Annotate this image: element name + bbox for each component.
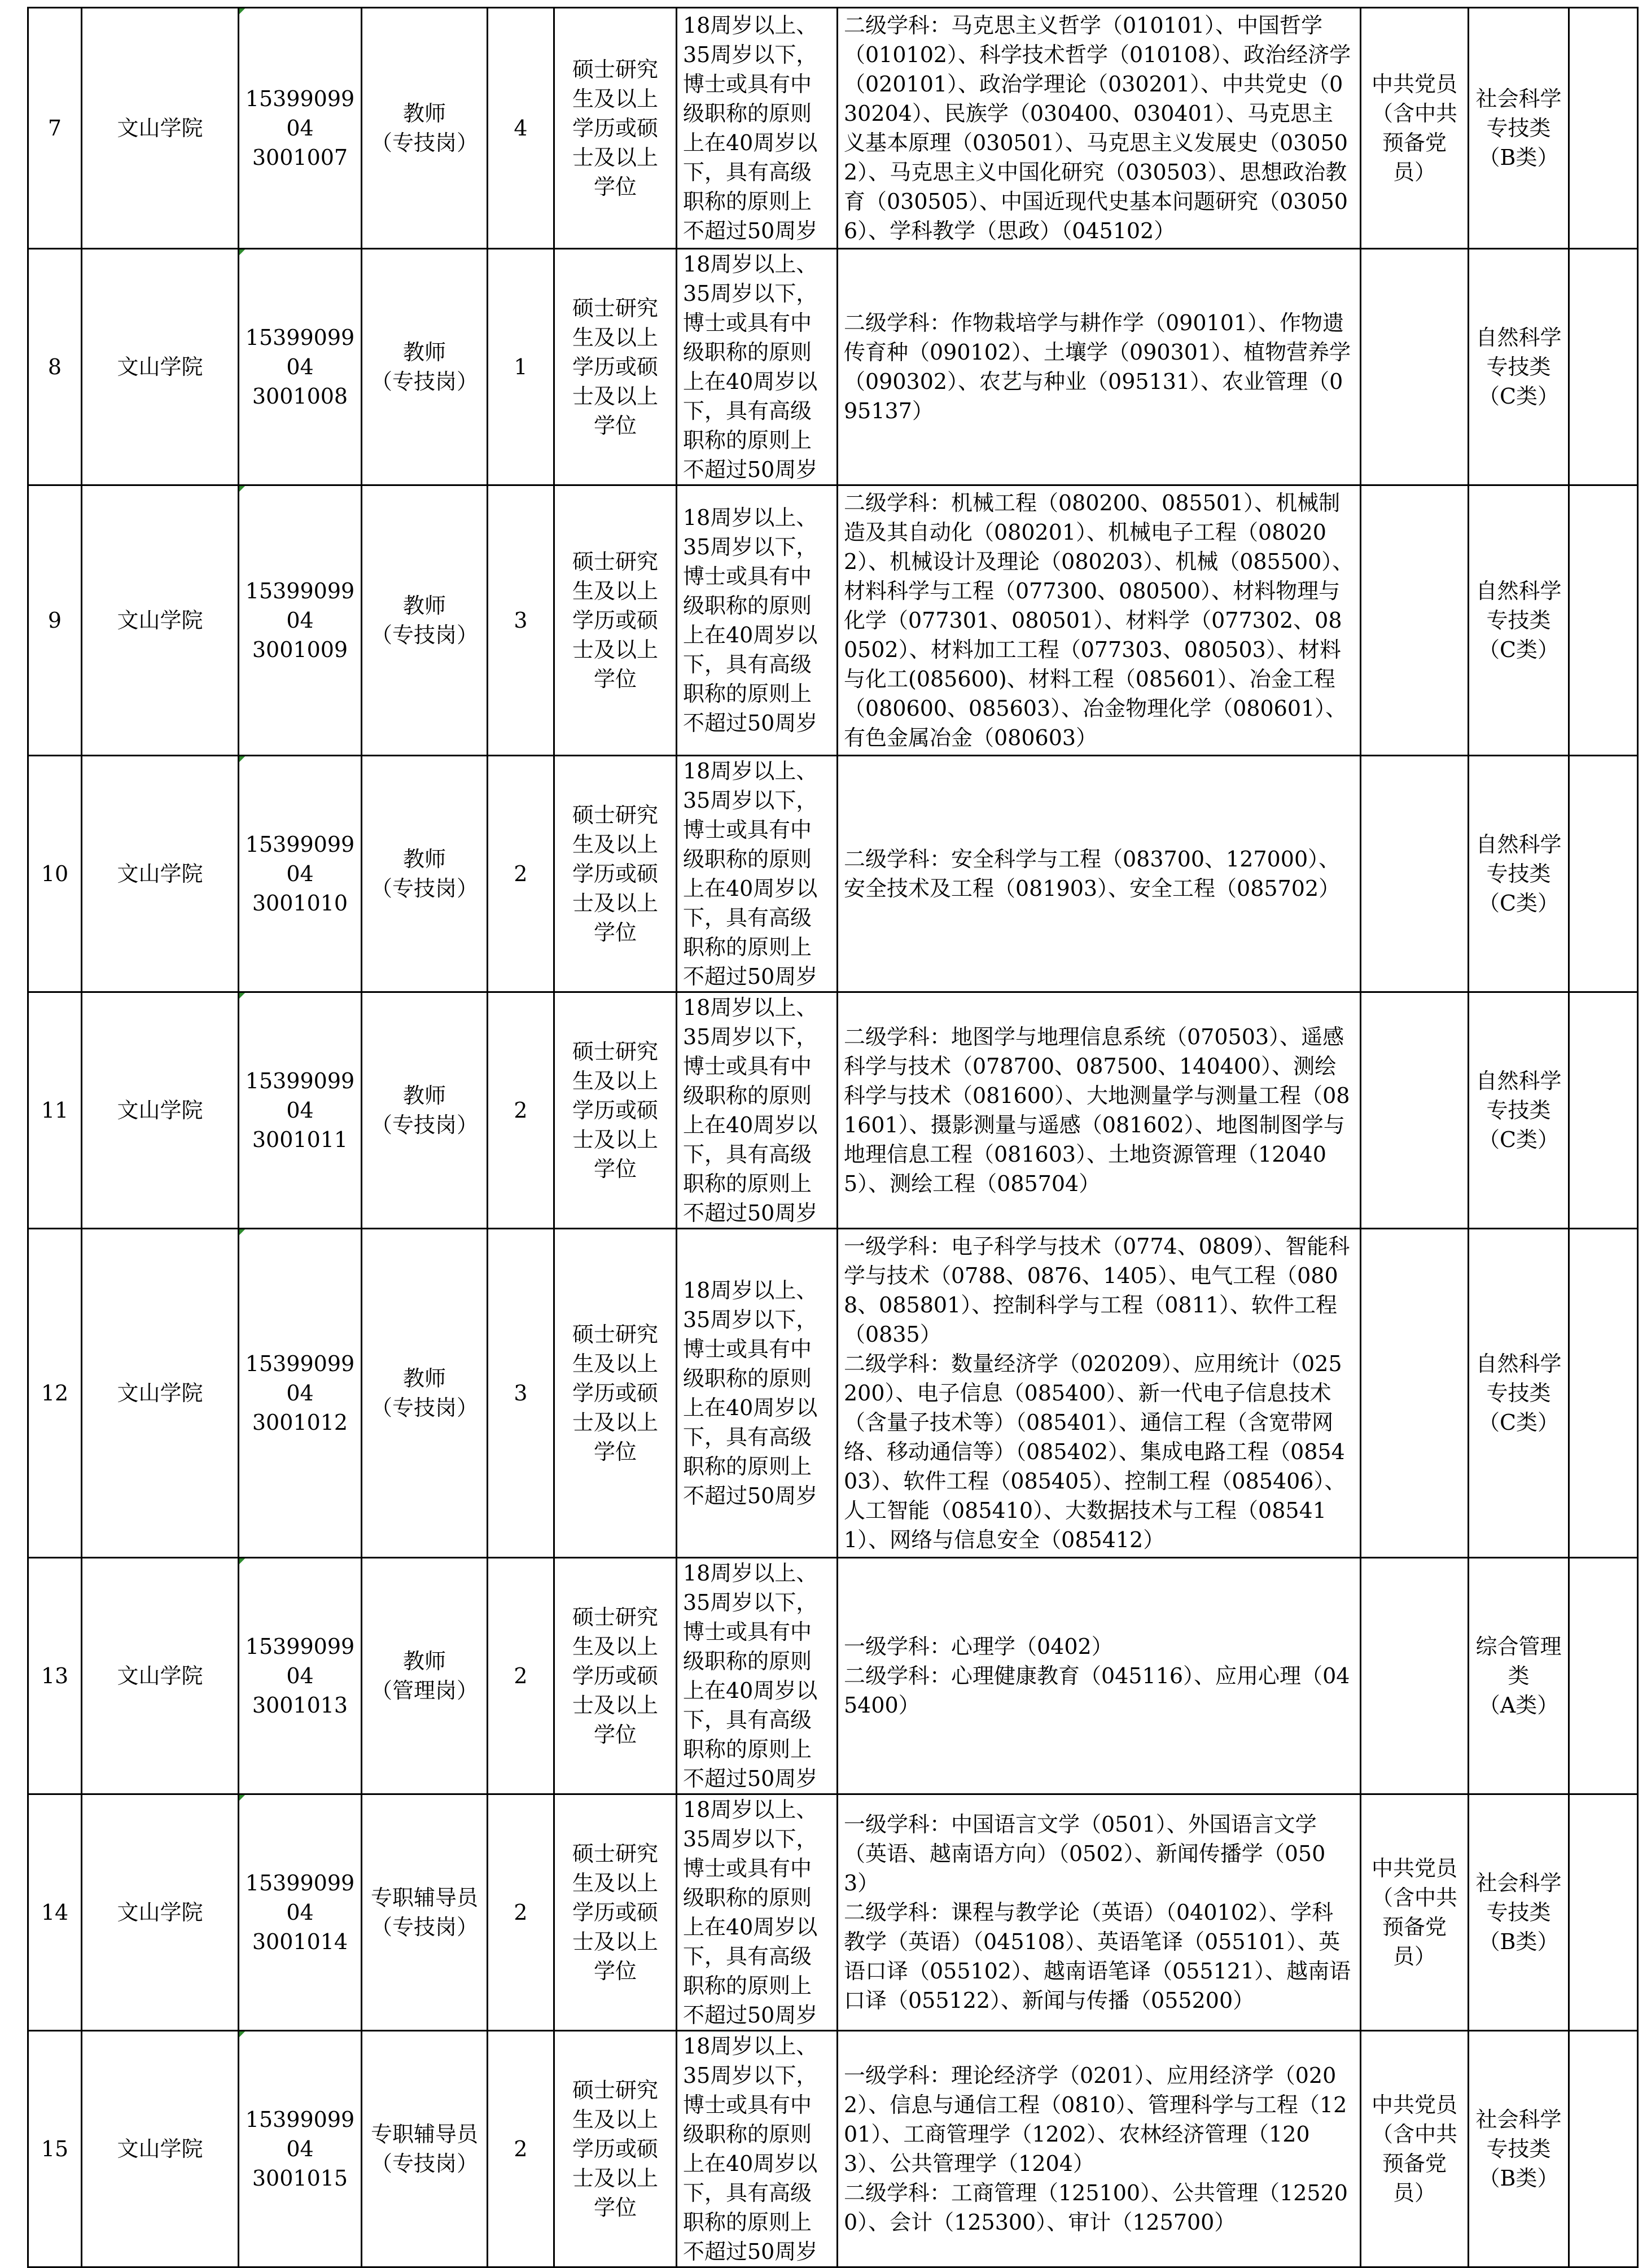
headcount-text: 4 bbox=[514, 116, 528, 141]
unit-cell bbox=[82, 1558, 239, 1794]
position-code-cell bbox=[239, 756, 362, 992]
position-code-text: 1539909904 3001012 bbox=[245, 1351, 355, 1435]
major-requirement-text: 二级学科：安全科学与工程（083700、127000）、安全技术及工程（081903）、安全工程（085702） bbox=[844, 847, 1341, 901]
table-row bbox=[28, 756, 1638, 992]
exam-category-cell bbox=[1469, 2031, 1569, 2267]
age-requirement-text: 18周岁以上、 35周岁以下， 博士或具有中 级职称的原则 上在40周岁以 下，具有高级 职称的原则上 不超过50周岁 bbox=[683, 759, 818, 989]
post-name-text: 教师 （专技岗） bbox=[370, 1366, 478, 1420]
education-text: 硕士研究 生及以上 学历或硕 士及以上 学位 bbox=[572, 1322, 658, 1464]
unit-cell bbox=[82, 1229, 239, 1558]
education-cell bbox=[554, 249, 677, 485]
age-requirement-cell bbox=[677, 756, 838, 992]
row-number-text: 9 bbox=[47, 608, 62, 633]
age-requirement-text: 18周岁以上、 35周岁以下， 博士或具有中 级职称的原则 上在40周岁以 下，具有高级 职称的原则上 不超过50周岁 bbox=[683, 2034, 818, 2264]
major-requirement-text: 一级学科：中国语言文学（0501）、外国语言文学（英语、越南语方向）（0502）、新闻传播学（0503） 二级学科：课程与教学论（英语）（040102）、学科教学（英语）（045108）、英语笔译（055101）、英语口译（055102）、越南语笔译（055121）、越南语口译（055122）、新闻与传播（055200） bbox=[844, 1812, 1351, 2013]
exam-category-cell bbox=[1469, 756, 1569, 992]
headcount-cell bbox=[488, 1229, 554, 1558]
position-code-text: 1539909904 3001013 bbox=[245, 1634, 355, 1718]
headcount-cell bbox=[488, 1794, 554, 2031]
age-requirement-cell bbox=[677, 1229, 838, 1558]
major-requirement-cell bbox=[838, 1558, 1361, 1794]
post-name-cell bbox=[362, 249, 488, 485]
cell-comment-marker bbox=[239, 249, 245, 255]
cell-comment-marker bbox=[239, 2031, 245, 2037]
post-name-text: 专职辅导员 （专技岗） bbox=[370, 2122, 478, 2176]
row-number-cell bbox=[28, 756, 82, 992]
political-status-cell bbox=[1361, 8, 1469, 249]
row-number-cell bbox=[28, 1558, 82, 1794]
major-requirement-text: 一级学科：心理学（0402） 二级学科：心理健康教育（045116）、应用心理（045400） bbox=[844, 1634, 1350, 1718]
cell-comment-marker bbox=[239, 993, 245, 999]
education-text: 硕士研究 生及以上 学历或硕 士及以上 学位 bbox=[572, 1039, 658, 1181]
major-requirement-text: 二级学科：机械工程（080200、085501）、机械制造及其自动化（080201）、机械电子工程（080202）、机械设计及理论（080203）、机械（085500）、材料科学与工程（077300、080500）、材料物理与化学（077301、080501）、材料学（077302、080502）、材料加工工程（077303、080503）、材料与化工(085600)、材料工程（085601）、冶金工程（080600、085603）、冶金物理化学（080601）、有色金属冶金（080603） bbox=[844, 491, 1354, 750]
row-number-text: 15 bbox=[41, 2136, 69, 2161]
post-name-text: 教师 （专技岗） bbox=[370, 593, 478, 647]
remark-cell bbox=[1569, 1794, 1638, 2031]
headcount-text: 2 bbox=[514, 861, 528, 886]
position-code-text: 1539909904 3001008 bbox=[245, 325, 355, 409]
age-requirement-text: 18周岁以上、 35周岁以下， 博士或具有中 级职称的原则 上在40周岁以 下，具有高级 职称的原则上 不超过50周岁 bbox=[683, 252, 818, 482]
row-number-text: 14 bbox=[41, 1900, 69, 1925]
row-number-cell bbox=[28, 2031, 82, 2267]
age-requirement-text: 18周岁以上、 35周岁以下， 博士或具有中 级职称的原则 上在40周岁以 下，具有高级 职称的原则上 不超过50周岁 bbox=[683, 1278, 818, 1508]
table-row bbox=[28, 8, 1638, 249]
position-code-cell bbox=[239, 1794, 362, 2031]
remark-cell bbox=[1569, 1229, 1638, 1558]
headcount-cell bbox=[488, 249, 554, 485]
exam-category-cell bbox=[1469, 1794, 1569, 2031]
post-name-cell bbox=[362, 756, 488, 992]
exam-category-text: 社会科学 专技类 （B类） bbox=[1475, 1871, 1562, 1954]
unit-cell bbox=[82, 249, 239, 485]
cell-comment-marker bbox=[239, 486, 245, 492]
political-status-cell bbox=[1361, 756, 1469, 992]
exam-category-cell bbox=[1469, 1229, 1569, 1558]
major-requirement-text: 二级学科：作物栽培学与耕作学（090101）、作物遗传育种（090102）、土壤学（090301）、植物营养学（090302）、农艺与种业（095131）、农业管理（095137） bbox=[844, 310, 1351, 423]
age-requirement-text: 18周岁以上、 35周岁以下， 博士或具有中 级职称的原则 上在40周岁以 下，具有高级 职称的原则上 不超过50周岁 bbox=[683, 505, 818, 735]
table-row bbox=[28, 249, 1638, 485]
table-row bbox=[28, 2031, 1638, 2267]
headcount-cell bbox=[488, 8, 554, 249]
post-name-text: 教师 （管理岗） bbox=[370, 1649, 478, 1703]
education-cell bbox=[554, 992, 677, 1229]
position-code-text: 1539909904 3001007 bbox=[245, 86, 355, 170]
exam-category-text: 自然科学 专技类 （C类） bbox=[1475, 579, 1562, 662]
post-name-text: 教师 （专技岗） bbox=[370, 340, 478, 394]
row-number-text: 11 bbox=[41, 1098, 69, 1123]
headcount-text: 2 bbox=[514, 1098, 528, 1123]
education-text: 硕士研究 生及以上 学历或硕 士及以上 学位 bbox=[572, 1605, 658, 1747]
exam-category-text: 自然科学 专技类 （C类） bbox=[1475, 832, 1562, 916]
age-requirement-cell bbox=[677, 8, 838, 249]
position-code-cell bbox=[239, 1558, 362, 1794]
post-name-cell bbox=[362, 2031, 488, 2267]
cell-comment-marker bbox=[239, 8, 245, 14]
row-number-cell bbox=[28, 1794, 82, 2031]
exam-category-cell bbox=[1469, 8, 1569, 249]
unit-cell bbox=[82, 8, 239, 249]
exam-category-text: 自然科学 专技类 （C类） bbox=[1475, 1069, 1562, 1152]
major-requirement-text: 二级学科：马克思主义哲学（010101）、中国哲学（010102）、科学技术哲学（010108）、政治经济学（020101）、政治学理论（030201）、中共党史（030204）、民族学（030400、030401）、马克思主义基本原理（030501）、马克思主义发展史（030502）、马克思主义中国化研究（030503）、思想政治教育（030505）、中国近现代史基本问题研究（030506）、学科教学（思政）（045102） bbox=[844, 13, 1351, 243]
position-code-cell bbox=[239, 8, 362, 249]
education-text: 硕士研究 生及以上 学历或硕 士及以上 学位 bbox=[572, 549, 658, 691]
age-requirement-text: 18周岁以上、 35周岁以下， 博士或具有中 级职称的原则 上在40周岁以 下，具有高级 职称的原则上 不超过50周岁 bbox=[683, 1561, 818, 1791]
position-code-text: 1539909904 3001009 bbox=[245, 579, 355, 662]
exam-category-text: 社会科学 专技类 （B类） bbox=[1475, 86, 1562, 170]
row-number-cell bbox=[28, 1229, 82, 1558]
unit-text: 文山学院 bbox=[117, 861, 203, 886]
remark-cell bbox=[1569, 756, 1638, 992]
row-number-text: 7 bbox=[47, 116, 62, 141]
education-cell bbox=[554, 1229, 677, 1558]
table-row bbox=[28, 1229, 1638, 1558]
education-cell bbox=[554, 8, 677, 249]
row-number-cell bbox=[28, 8, 82, 249]
headcount-text: 2 bbox=[514, 1663, 528, 1688]
political-status-text: 中共党员 （含中共 预备党 员） bbox=[1371, 72, 1457, 185]
age-requirement-text: 18周岁以上、 35周岁以下， 博士或具有中 级职称的原则 上在40周岁以 下，具有高级 职称的原则上 不超过50周岁 bbox=[683, 13, 818, 243]
remark-cell bbox=[1569, 992, 1638, 1229]
major-requirement-cell bbox=[838, 8, 1361, 249]
exam-category-cell bbox=[1469, 992, 1569, 1229]
row-number-text: 8 bbox=[47, 354, 62, 379]
remark-cell bbox=[1569, 1558, 1638, 1794]
post-name-cell bbox=[362, 1229, 488, 1558]
row-number-cell bbox=[28, 485, 82, 756]
exam-category-text: 自然科学 专技类 （C类） bbox=[1475, 1351, 1562, 1435]
position-code-text: 1539909904 3001010 bbox=[245, 832, 355, 916]
row-number-text: 12 bbox=[41, 1381, 69, 1406]
exam-category-text: 社会科学 专技类 （B类） bbox=[1475, 2107, 1562, 2191]
headcount-cell bbox=[488, 756, 554, 992]
major-requirement-cell bbox=[838, 485, 1361, 756]
position-code-cell bbox=[239, 485, 362, 756]
position-code-cell bbox=[239, 2031, 362, 2267]
age-requirement-cell bbox=[677, 1558, 838, 1794]
unit-cell bbox=[82, 2031, 239, 2267]
age-requirement-cell bbox=[677, 1794, 838, 2031]
unit-cell bbox=[82, 485, 239, 756]
headcount-text: 2 bbox=[514, 2136, 528, 2161]
position-code-cell bbox=[239, 1229, 362, 1558]
age-requirement-cell bbox=[677, 2031, 838, 2267]
table-row bbox=[28, 1558, 1638, 1794]
position-code-cell bbox=[239, 249, 362, 485]
age-requirement-text: 18周岁以上、 35周岁以下， 博士或具有中 级职称的原则 上在40周岁以 下，具有高级 职称的原则上 不超过50周岁 bbox=[683, 1797, 818, 2028]
unit-text: 文山学院 bbox=[117, 2136, 203, 2161]
remark-cell bbox=[1569, 485, 1638, 756]
unit-text: 文山学院 bbox=[117, 1381, 203, 1406]
remark-cell bbox=[1569, 8, 1638, 249]
post-name-text: 专职辅导员 （专技岗） bbox=[370, 1885, 478, 1939]
major-requirement-cell bbox=[838, 249, 1361, 485]
political-status-cell bbox=[1361, 2031, 1469, 2267]
post-name-cell bbox=[362, 485, 488, 756]
major-requirement-text: 一级学科：理论经济学（0201）、应用经济学（0202）、信息与通信工程（0810）、管理科学与工程（1201）、工商管理学（1202）、农林经济管理（1203）、公共管理学（1204） 二级学科：工商管理（125100）、公共管理（125200）、会计（125300）、审计（125700） bbox=[844, 2063, 1348, 2235]
unit-cell bbox=[82, 992, 239, 1229]
major-requirement-text: 二级学科：地图学与地理信息系统（070503）、遥感科学与技术（078700、087500、140400）、测绘科学与技术（081600）、大地测量学与测量工程（081601）、摄影测量与遥感（081602）、地图制图学与地理信息工程（081603）、土地资源管理（120405）、测绘工程（085704） bbox=[844, 1024, 1350, 1196]
headcount-text: 3 bbox=[514, 1381, 528, 1406]
education-cell bbox=[554, 485, 677, 756]
headcount-cell bbox=[488, 992, 554, 1229]
political-status-cell bbox=[1361, 1558, 1469, 1794]
headcount-cell bbox=[488, 1558, 554, 1794]
remark-cell bbox=[1569, 2031, 1638, 2267]
major-requirement-cell bbox=[838, 756, 1361, 992]
education-cell bbox=[554, 756, 677, 992]
education-cell bbox=[554, 1558, 677, 1794]
political-status-cell bbox=[1361, 1794, 1469, 2031]
cell-comment-marker bbox=[239, 1229, 245, 1235]
cell-comment-marker bbox=[239, 1795, 245, 1801]
table-row bbox=[28, 992, 1638, 1229]
major-requirement-cell bbox=[838, 992, 1361, 1229]
unit-text: 文山学院 bbox=[117, 1098, 203, 1123]
position-code-cell bbox=[239, 992, 362, 1229]
political-status-text: 中共党员 （含中共 预备党 员） bbox=[1371, 1856, 1457, 1969]
row-number-cell bbox=[28, 249, 82, 485]
political-status-cell bbox=[1361, 1229, 1469, 1558]
row-number-text: 10 bbox=[41, 861, 69, 886]
post-name-cell bbox=[362, 1794, 488, 2031]
age-requirement-cell bbox=[677, 992, 838, 1229]
post-name-cell bbox=[362, 8, 488, 249]
major-requirement-cell bbox=[838, 1229, 1361, 1558]
age-requirement-cell bbox=[677, 249, 838, 485]
table-body bbox=[28, 8, 1638, 2267]
position-code-text: 1539909904 3001014 bbox=[245, 1871, 355, 1954]
headcount-text: 2 bbox=[514, 1900, 528, 1925]
unit-text: 文山学院 bbox=[117, 116, 203, 141]
unit-text: 文山学院 bbox=[117, 354, 203, 379]
headcount-cell bbox=[488, 485, 554, 756]
unit-text: 文山学院 bbox=[117, 608, 203, 633]
political-status-cell bbox=[1361, 485, 1469, 756]
unit-cell bbox=[82, 1794, 239, 2031]
cell-comment-marker bbox=[239, 1558, 245, 1564]
headcount-text: 1 bbox=[514, 354, 528, 379]
cell-comment-marker bbox=[239, 756, 245, 762]
headcount-cell bbox=[488, 2031, 554, 2267]
row-number-text: 13 bbox=[41, 1663, 69, 1688]
major-requirement-cell bbox=[838, 2031, 1361, 2267]
unit-text: 文山学院 bbox=[117, 1663, 203, 1688]
education-cell bbox=[554, 1794, 677, 2031]
table-row bbox=[28, 485, 1638, 756]
position-code-text: 1539909904 3001011 bbox=[245, 1069, 355, 1152]
remark-cell bbox=[1569, 249, 1638, 485]
exam-category-cell bbox=[1469, 249, 1569, 485]
post-name-cell bbox=[362, 992, 488, 1229]
post-name-text: 教师 （专技岗） bbox=[370, 1083, 478, 1137]
education-text: 硕士研究 生及以上 学历或硕 士及以上 学位 bbox=[572, 803, 658, 945]
education-text: 硕士研究 生及以上 学历或硕 士及以上 学位 bbox=[572, 2078, 658, 2220]
exam-category-cell bbox=[1469, 485, 1569, 756]
post-name-cell bbox=[362, 1558, 488, 1794]
political-status-cell bbox=[1361, 249, 1469, 485]
unit-cell bbox=[82, 756, 239, 992]
education-text: 硕士研究 生及以上 学历或硕 士及以上 学位 bbox=[572, 1841, 658, 1984]
post-name-text: 教师 （专技岗） bbox=[370, 101, 478, 155]
age-requirement-text: 18周岁以上、 35周岁以下， 博士或具有中 级职称的原则 上在40周岁以 下，具有高级 职称的原则上 不超过50周岁 bbox=[683, 995, 818, 1225]
exam-category-cell bbox=[1469, 1558, 1569, 1794]
table-row bbox=[28, 1794, 1638, 2031]
post-name-text: 教师 （专技岗） bbox=[370, 847, 478, 901]
education-text: 硕士研究 生及以上 学历或硕 士及以上 学位 bbox=[572, 57, 658, 199]
age-requirement-cell bbox=[677, 485, 838, 756]
major-requirement-text: 一级学科：电子科学与技术（0774、0809）、智能科学与技术（0788、0876、1405）、电气工程（0808、085801）、控制科学与工程（0811）、软件工程（0835） 二级学科：数量经济学（020209）、应用统计（025200）、电子信息（085400）、新一代电子信息技术（含量子技术等）（085401）、通信工程（含宽带网络、移动通信等）（085402）、集成电路工程（085403）、软件工程（085405）、控制工程（085406）、人工智能（085410）、大数据技术与工程（085411）、网络与信息安全（085412） bbox=[844, 1234, 1350, 1552]
headcount-text: 3 bbox=[514, 608, 528, 633]
education-cell bbox=[554, 2031, 677, 2267]
major-requirement-cell bbox=[838, 1794, 1361, 2031]
row-number-cell bbox=[28, 992, 82, 1229]
education-text: 硕士研究 生及以上 学历或硕 士及以上 学位 bbox=[572, 296, 658, 438]
exam-category-text: 综合管理 类 （A类） bbox=[1475, 1634, 1562, 1718]
exam-category-text: 自然科学 专技类 （C类） bbox=[1475, 325, 1562, 409]
political-status-cell bbox=[1361, 992, 1469, 1229]
unit-text: 文山学院 bbox=[117, 1900, 203, 1925]
recruitment-table bbox=[27, 7, 1639, 2268]
political-status-text: 中共党员 （含中共 预备党 员） bbox=[1371, 2092, 1457, 2205]
position-code-text: 1539909904 3001015 bbox=[245, 2107, 355, 2191]
